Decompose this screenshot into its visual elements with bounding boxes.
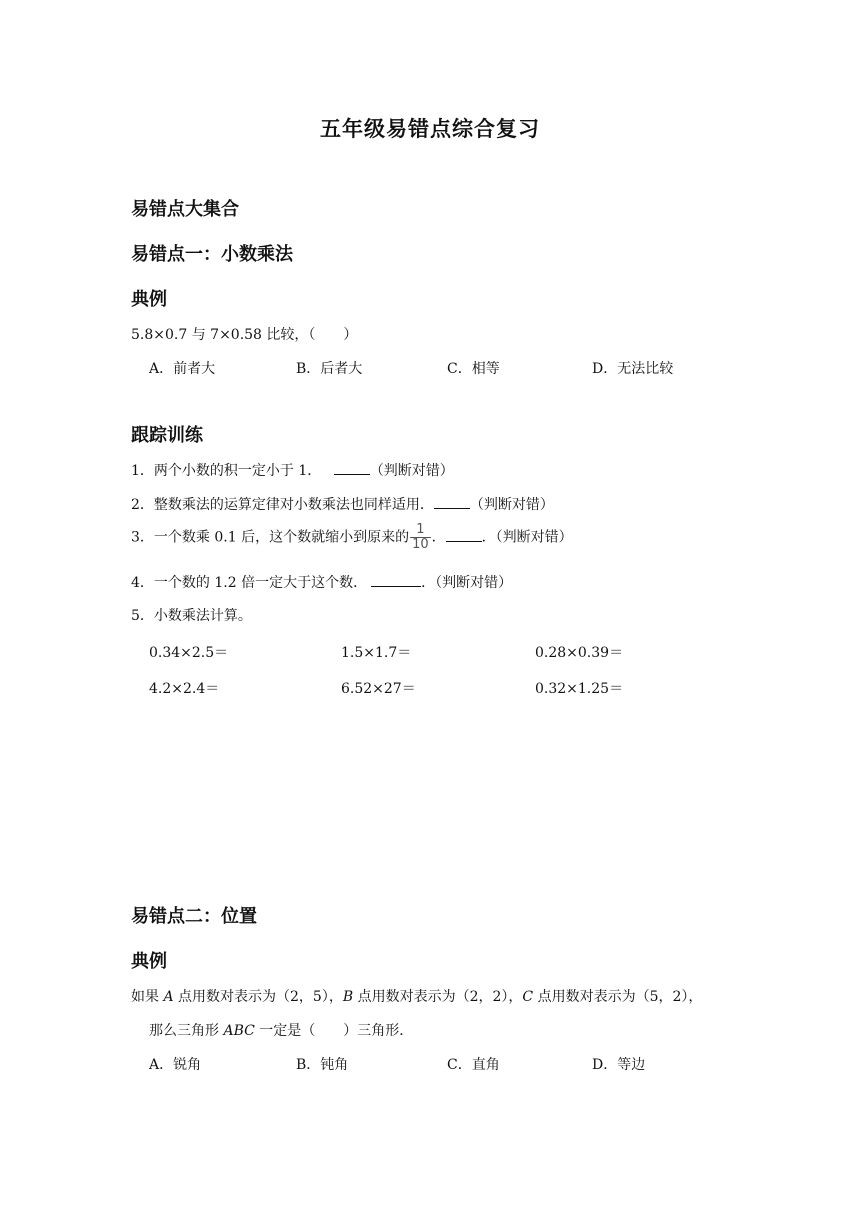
practice-heading: 跟踪训练	[131, 425, 203, 446]
practice-q5: 5．小数乘法计算。	[131, 608, 252, 624]
practice-q2-tail: （判断对错）	[469, 497, 554, 513]
example2-option-d: D．等边	[592, 1057, 646, 1073]
practice-q2-text: 2．整数乘法的运算定律对小数乘法也同样适用．	[131, 497, 434, 513]
page-title: 五年级易错点综合复习	[320, 116, 540, 141]
example2-option-b: B．钝角	[296, 1057, 349, 1073]
point-b-label: B	[342, 989, 354, 1005]
text-fragment: 如果	[131, 989, 164, 1005]
practice-q4-text: 4．一个数的 1.2 倍一定大于这个数．	[131, 575, 368, 591]
answer-blank	[334, 460, 370, 475]
answer-blank	[371, 572, 421, 587]
practice-q3	[131, 523, 573, 552]
point-a-label: A	[163, 989, 174, 1005]
text-fragment: 那么三角形	[149, 1023, 224, 1039]
calc-item: 1.5×1.7＝	[341, 645, 412, 661]
section-heading-point1: 易错点一：小数乘法	[131, 244, 293, 265]
calc-item: 0.32×1.25＝	[535, 681, 624, 697]
practice-q1-tail: （判断对错）	[369, 463, 454, 479]
example1-option-c: C．相等	[447, 361, 500, 377]
practice-q3-tail: ．（判断对错）	[481, 529, 573, 546]
fraction-denominator: 10	[412, 537, 429, 552]
practice-q3-mid: ．	[431, 529, 446, 546]
text-fragment: 点用数对表示为（5，2），	[533, 989, 703, 1005]
example1-question: 5.8×0.7 与 7×0.58 比较，（ ）	[131, 327, 358, 343]
example-heading-1: 典例	[131, 289, 167, 310]
calc-item: 4.2×2.4＝	[149, 681, 220, 697]
fraction-one-tenth	[410, 523, 431, 552]
calc-item: 0.28×0.39＝	[535, 645, 624, 661]
answer-blank	[446, 527, 482, 542]
example2-option-a: A．锐角	[149, 1057, 202, 1073]
fraction-numerator: 1	[416, 522, 425, 537]
example2-option-c: C．直角	[447, 1057, 500, 1073]
section-heading-collection: 易错点大集合	[131, 199, 239, 220]
example2-line2	[149, 1021, 413, 1041]
practice-q4	[131, 572, 512, 593]
calc-item: 6.52×27＝	[341, 681, 416, 697]
practice-q1	[131, 460, 454, 481]
section-heading-point2: 易错点二：位置	[131, 906, 257, 927]
practice-q4-tail: ．（判断对错）	[421, 575, 513, 591]
example1-option-d: D．无法比较	[592, 361, 674, 377]
answer-blank	[434, 494, 470, 509]
example-heading-2: 典例	[131, 951, 167, 972]
point-c-label: C	[522, 989, 534, 1005]
text-fragment: 一定是（ ）三角形．	[254, 1023, 414, 1039]
text-fragment: 点用数对表示为（2，5），	[173, 989, 343, 1005]
practice-q1-text: 1．两个小数的积一定小于 1．	[131, 463, 322, 479]
calc-item: 0.34×2.5＝	[149, 645, 229, 661]
example2-line1	[131, 987, 702, 1007]
triangle-label: ABC	[223, 1023, 255, 1039]
practice-q2	[131, 494, 554, 515]
example1-option-b: B．后者大	[296, 361, 363, 377]
example1-option-a: A．前者大	[149, 361, 216, 377]
practice-q3-text: 3．一个数乘 0.1 后，这个数就缩小到原来的	[131, 529, 410, 546]
text-fragment: 点用数对表示为（2，2），	[353, 989, 523, 1005]
